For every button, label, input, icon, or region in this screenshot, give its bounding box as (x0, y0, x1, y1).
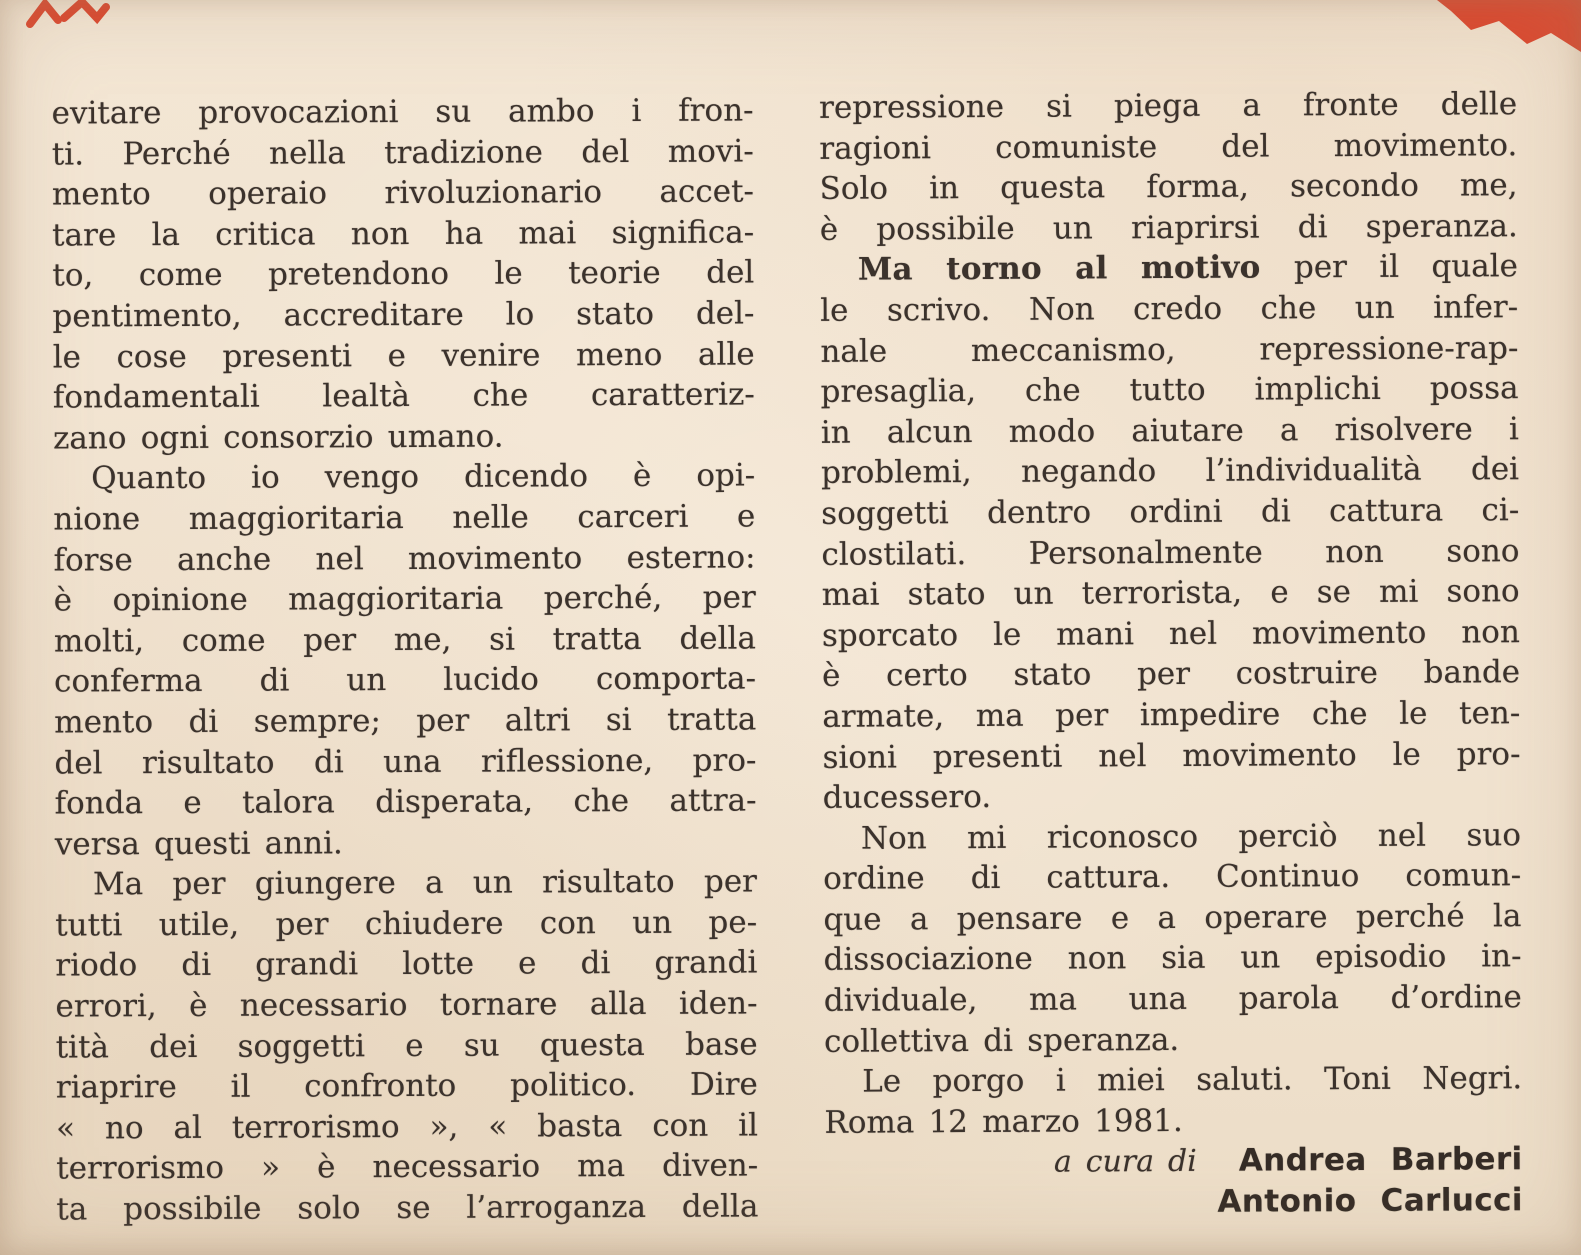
text-line (53, 375, 755, 419)
text-line (820, 247, 1518, 291)
text-line (53, 496, 755, 540)
text-line (54, 618, 756, 662)
text-run: le scrivo. Non credo che un infer- (820, 289, 1519, 329)
text-run: sioni presenti nel movimento le pro- (822, 735, 1521, 776)
text-line (822, 571, 1520, 615)
text-run: nione maggioritaria nelle carceri e (53, 498, 756, 538)
text-line (820, 328, 1518, 372)
text-run: tare la critica non ha mai significa- (52, 214, 755, 254)
text-run: fondamentali lealtà che caratteriz- (52, 376, 755, 416)
text-run: repressione si piega a fronte delle (819, 86, 1518, 126)
text-run: a cura di (1053, 1144, 1197, 1181)
text-run: nale meccanismo, repressione-rap- (820, 329, 1519, 370)
text-run: collettiva di speranza. (823, 1021, 1180, 1060)
text-run: Antonio Carlucci (1217, 1182, 1523, 1220)
text-line (819, 84, 1517, 128)
text-line (55, 862, 757, 906)
text-column-left (52, 90, 759, 1230)
text-line (53, 456, 755, 500)
red-pen-mark-left (30, 2, 106, 24)
text-run: in alcun modo aiutare a risolvere i (820, 410, 1519, 451)
text-run: per il quale (1293, 248, 1519, 286)
text-run: versa questi anni. (54, 824, 343, 863)
text-line (52, 253, 754, 297)
text-line (822, 693, 1520, 737)
text-run: presaglia, che tutto implichi possa (820, 370, 1519, 410)
text-run: ducessero. (822, 779, 992, 816)
text-line (823, 815, 1521, 859)
text-run: è possibile un riaprirsi di speranza. (819, 207, 1518, 248)
text-run: Quanto io vengo dicendo è opi- (91, 457, 756, 497)
text-line (821, 409, 1519, 453)
text-line (52, 131, 754, 175)
text-line (824, 977, 1522, 1021)
text-run: Andrea Barberi (1238, 1141, 1523, 1180)
text-run: clostilati. Personalmente non sono (821, 532, 1520, 573)
text-run: Non mi riconosco perciò nel suo (860, 816, 1522, 857)
text-run: fonda e talora disperata, che attra- (54, 782, 757, 822)
text-line (52, 172, 754, 216)
text-run: tutti utile, per chiudere con un pe- (55, 904, 758, 944)
text-run: soggetti dentro ordini di cattura ci- (821, 492, 1520, 532)
text-run: tità dei soggetti e su questa base (55, 1026, 758, 1066)
text-line (52, 90, 754, 134)
red-pen-marks (0, 0, 1581, 90)
text-run: Ma torno al motivo (857, 249, 1295, 289)
text-line (825, 1180, 1523, 1224)
text-run: evitare provocazioni su ambo i fron- (51, 92, 754, 132)
text-line (821, 490, 1519, 534)
text-line (56, 1105, 758, 1149)
text-line (56, 1065, 758, 1109)
text-run: to, come pretendono le teorie del (52, 254, 755, 294)
text-run: molti, come per me, si tratta della (53, 620, 756, 660)
text-run: armate, ma per impedire che le ten- (822, 695, 1521, 735)
text-run: riodo di grandi lotte e di grandi (55, 944, 758, 984)
text-line (53, 537, 755, 581)
text-run: Le porgo i miei saluti. Toni Negri. (862, 1060, 1523, 1100)
text-run: pentimento, accreditare lo stato del- (52, 295, 755, 335)
text-line (55, 943, 757, 987)
text-run: que a pensare e a operare perché la (823, 898, 1522, 938)
text-line (824, 1018, 1522, 1062)
text-run: Solo in questa forma, secondo me, (819, 167, 1518, 208)
text-run: mento operaio rivoluzionario accet- (51, 173, 755, 213)
text-line (820, 287, 1518, 331)
text-line (52, 212, 754, 256)
text-run: mai stato un terrorista, e se mi sono (821, 573, 1520, 613)
text-run: è certo stato per costruire bande (822, 654, 1521, 695)
text-run: sporcato le mani nel movimento non (821, 613, 1520, 654)
text-line (819, 125, 1517, 169)
text-line (822, 612, 1520, 656)
text-line (819, 165, 1517, 209)
text-line (53, 334, 755, 378)
text-run: Roma 12 marzo 1981. (824, 1102, 1183, 1141)
text-run: Ma per giungere a un risultato per (92, 863, 758, 903)
text-line (54, 740, 756, 784)
text-line (824, 1058, 1522, 1102)
text-column-right (819, 84, 1523, 1224)
text-line (821, 531, 1519, 575)
text-run: mento di sempre; per altri si tratta (54, 701, 757, 741)
text-run: zano ogni consorzio umano. (52, 418, 504, 457)
text-line (54, 699, 756, 743)
text-run: ta possibile solo se l’arroganza della (56, 1188, 759, 1228)
text-line (821, 450, 1519, 494)
text-run: le cose presenti e venire meno alle (52, 336, 755, 376)
text-run: errori, è necessario tornare alla iden- (55, 985, 758, 1025)
text-line (56, 1186, 758, 1230)
text-run: conferma di un lucido comporta- (54, 660, 757, 700)
text-line (52, 293, 754, 337)
text-line (823, 855, 1521, 899)
text-run: problemi, negando l’individualità dei (820, 451, 1520, 492)
text-line (53, 415, 755, 459)
text-run: ragioni comuniste del movimento. (819, 126, 1518, 167)
text-line (822, 734, 1520, 778)
text-line (823, 937, 1521, 981)
text-run: è opinione maggioritaria perché, per (53, 579, 756, 619)
text-line (54, 578, 756, 622)
text-run: del risultato di una riflessione, pro- (54, 741, 757, 782)
text-line (821, 368, 1519, 412)
text-line (820, 206, 1518, 250)
text-run: terrorismo » è necessario ma diven- (56, 1147, 759, 1187)
text-run: forse anche nel movimento esterno: (53, 539, 756, 579)
text-line (823, 774, 1521, 818)
text-line (825, 1140, 1523, 1184)
text-run: « no al terrorismo », « basta con il (55, 1107, 759, 1147)
text-line (823, 896, 1521, 940)
text-line (55, 821, 757, 865)
text-line (56, 1146, 758, 1190)
text-run: ti. Perché nella tradizione del movi- (51, 133, 754, 173)
text-line (54, 659, 756, 703)
text-run: dissociazione non sia un episodio in- (823, 938, 1522, 979)
text-line (822, 652, 1520, 696)
red-pen-mark-right (1437, 0, 1581, 52)
text-run: dividuale, ma una parola d’ordine (823, 979, 1522, 1019)
text-line (55, 902, 757, 946)
text-run: ordine di cattura. Continuo comun- (823, 857, 1522, 898)
text-line (55, 984, 757, 1028)
text-line (55, 781, 757, 825)
text-line (56, 1024, 758, 1068)
text-line (824, 1099, 1522, 1143)
text-run: riaprire il confronto politico. Dire (55, 1066, 758, 1106)
